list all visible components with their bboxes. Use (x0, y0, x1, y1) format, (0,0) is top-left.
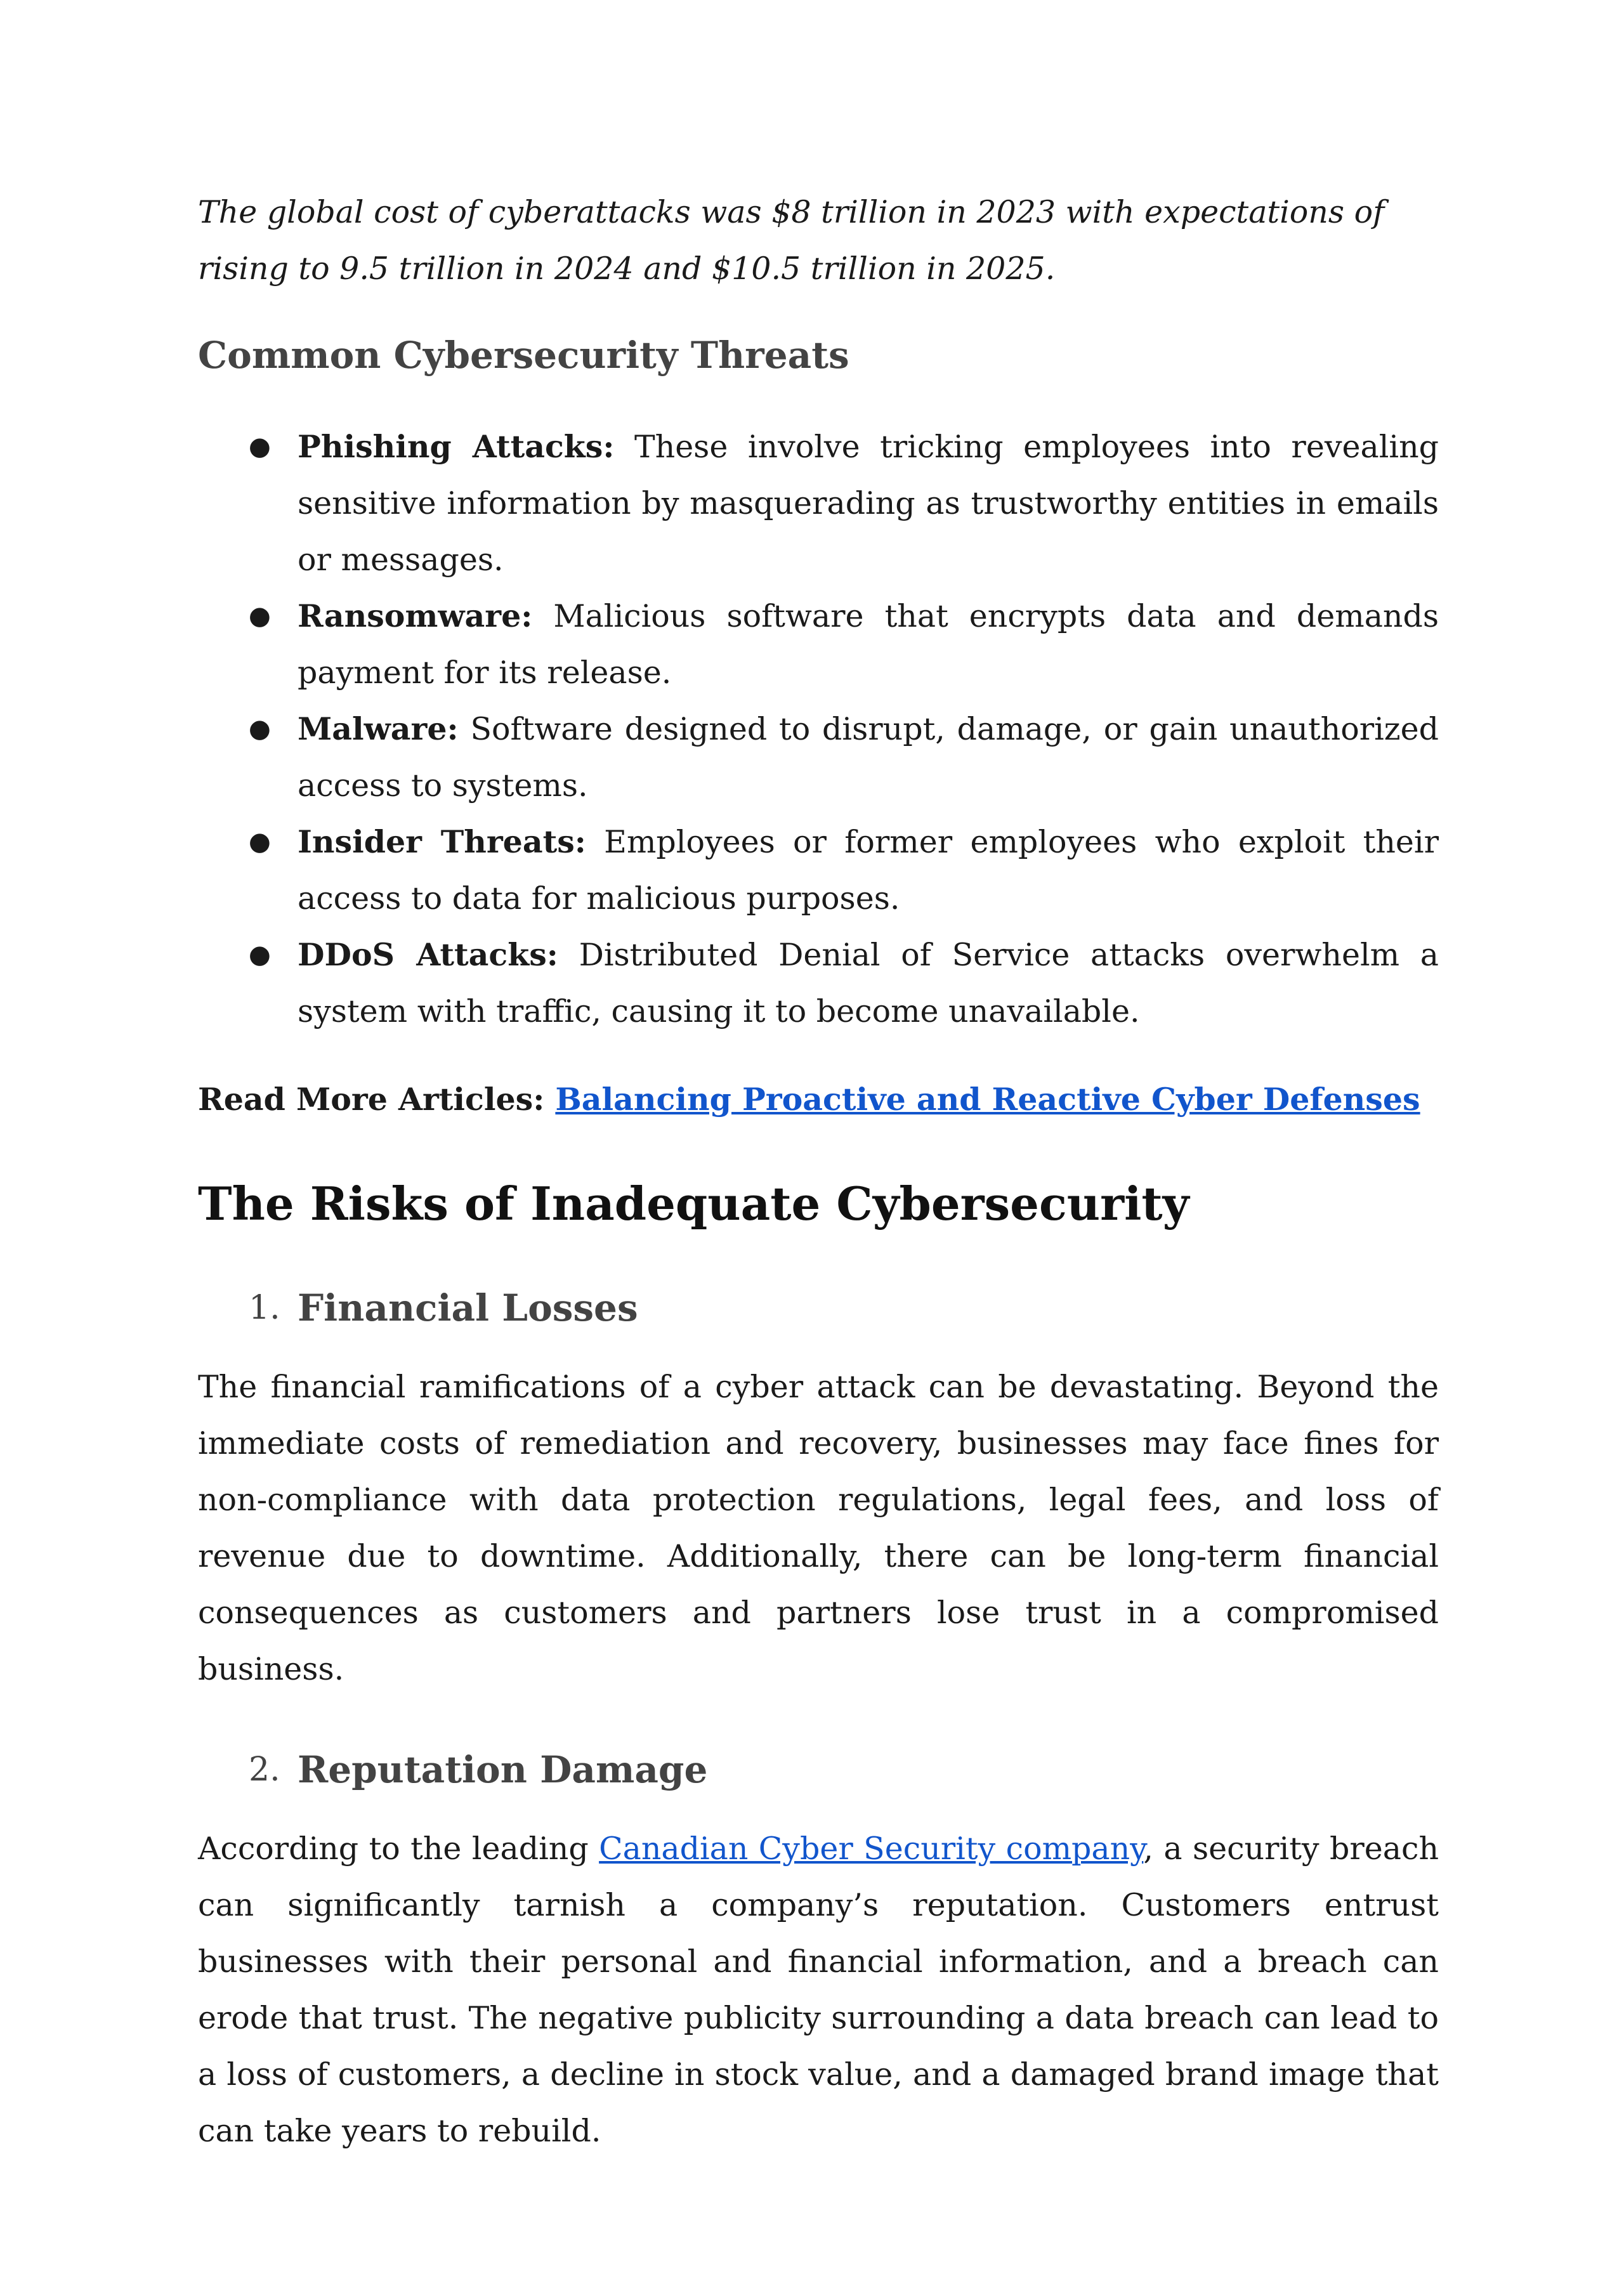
section-heading-reputation-damage (198, 1744, 1439, 1795)
threat-description: Malicious software that encrypts data and demands payment for its release. (298, 598, 1439, 691)
document-page (198, 184, 1439, 2159)
section-title: Financial Losses (298, 1286, 638, 1329)
threat-term: Malware: (298, 710, 459, 747)
section-number: 2. (249, 1751, 280, 1789)
list-item (198, 701, 1439, 814)
section-heading-financial-losses (198, 1283, 1439, 1333)
threat-description: Employees or former employees who exploit their access to data for malicious purposes. (298, 824, 1439, 917)
list-item (198, 814, 1439, 927)
bullet-icon: ● (249, 714, 271, 743)
canadian-cyber-security-link[interactable]: Canadian Cyber Security company (599, 1831, 1144, 1867)
list-item (198, 588, 1439, 701)
read-more-label: Read More Articles: (198, 1081, 556, 1118)
bullet-icon: ● (249, 432, 271, 461)
threat-description: Distributed Denial of Service attacks overwhelm a system with traffic, causing it to become unavailable. (298, 937, 1439, 1029)
threat-term: Insider Threats: (298, 823, 586, 860)
threat-description: Software designed to disrupt, damage, or gain unauthorized access to systems. (298, 711, 1439, 804)
paragraph-text: , a security breach can significantly tarnish a company’s reputation. Customers entrust businesses with their personal and financial information, and a breach can erode that trust. The negative publicity surrounding a data breach can lead to a loss of customers, a decline in stock value, and a damaged brand image that can take years to rebuild. (198, 1831, 1439, 2149)
section-title: Reputation Damage (298, 1748, 708, 1791)
risks-heading: The Risks of Inadequate Cybersecurity (198, 1177, 1189, 1231)
threat-description: These involve tricking employees into revealing sensitive information by masquerading as trustworthy entities in emails or messages. (298, 429, 1439, 578)
bullet-icon: ● (249, 940, 271, 969)
bullet-icon: ● (249, 827, 271, 856)
reputation-damage-paragraph (198, 1820, 1439, 2159)
threat-term: Ransomware: (298, 598, 533, 634)
read-more-link[interactable]: Balancing Proactive and Reactive Cyber Defenses (555, 1081, 1420, 1118)
intro-paragraph: The global cost of cyberattacks was $8 trillion in 2023 with expectations of rising to 9.5 trillion in 2024 and $10.5 trillion in 2025. (198, 194, 1385, 287)
list-item (198, 927, 1439, 1040)
paragraph-text: According to the leading (198, 1831, 599, 1867)
threat-term: DDoS Attacks: (298, 936, 558, 973)
threats-heading: Common Cybersecurity Threats (198, 334, 849, 377)
read-more-line (198, 1071, 1439, 1128)
list-item (198, 419, 1439, 588)
threat-term: Phishing Attacks: (298, 428, 615, 465)
threats-list (198, 419, 1439, 1040)
section-number: 1. (249, 1289, 280, 1327)
bullet-icon: ● (249, 601, 271, 630)
financial-losses-paragraph: The financial ramifications of a cyber attack can be devastating. Beyond the immediate costs of remediation and recovery, businesses may face fines for non-compliance with data protection regulations, legal fees, and loss of revenue due to downtime. Additionally, there can be long-term financial consequences as customers and partners lose trust in a compromised business. (198, 1369, 1439, 1687)
